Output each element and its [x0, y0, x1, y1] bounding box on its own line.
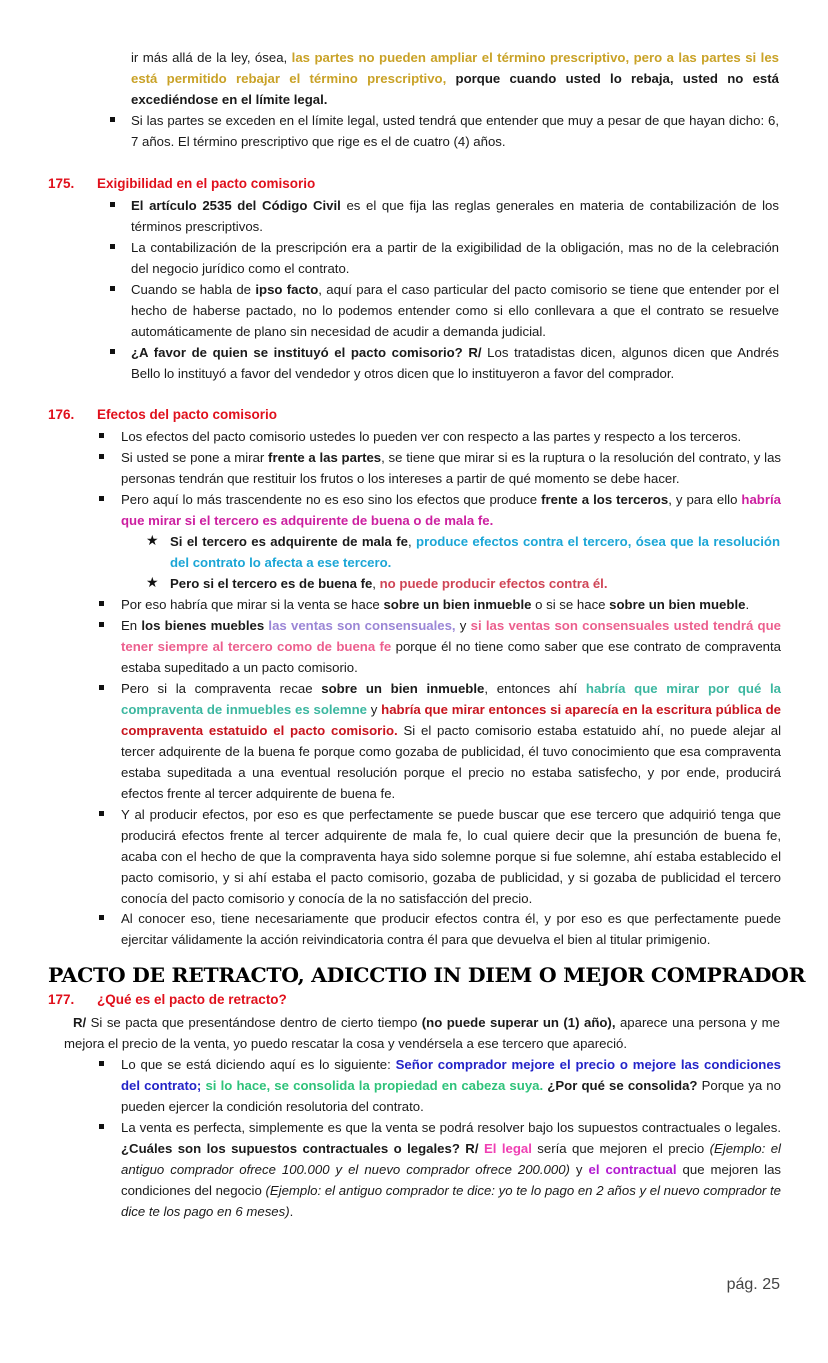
bullet-icon	[99, 1061, 104, 1066]
bullet-icon	[99, 915, 104, 920]
section-number: 177.	[48, 992, 75, 1007]
bullet-icon	[110, 286, 115, 291]
text: Pero si la compraventa recae	[121, 681, 322, 696]
text: Porque ya no pueden ejercer la condición resolutoria del contrato.	[121, 1078, 781, 1114]
highlight-blue: Señor comprador mejore el precio o mejore las condiciones del contrato;	[121, 1057, 781, 1093]
list-item	[121, 1117, 781, 1222]
list-item	[121, 1054, 781, 1117]
text: Pero aquí lo más trascendente no es eso sino los efectos que produce	[121, 492, 542, 507]
text: Si se pacta que presentándose dentro de cierto tiempo	[86, 1015, 422, 1030]
sub-list-item	[170, 573, 780, 594]
text: , aquí para el caso particular del pacto comisorio se tiene que entender por el hecho de haberse pactado, no lo podemos entender como si ello conllevara a que el contrato se resuelve automáticamente de plano sin necesidad de acudir a demanda judicial.	[131, 282, 780, 339]
list-item: La contabilización de la prescripción era a partir de la exigibilidad de la obligación, mas no de la celebración del negocio jurídico como el contrato.	[131, 240, 779, 276]
text: que mejoren las condiciones del negocio	[121, 1162, 781, 1198]
bold-text: frente a las partes	[268, 450, 382, 465]
text: sería que mejoren el precio	[531, 1141, 710, 1156]
bullet-icon	[110, 244, 115, 249]
highlight-red: habría que mirar entonces si aparecía en la escritura pública de compraventa estatuido el pacto comisorio.	[121, 702, 781, 738]
bold-text: porque cuando usted lo rebaja, usted no está excediéndose en el límite legal.	[131, 71, 779, 107]
italic-example: (Ejemplo: el antiguo comprador ofrece 100.000 y el nuevo comprador ofrece 200.000)	[121, 1141, 781, 1177]
bullet-icon	[110, 202, 115, 207]
text: , se tiene que mirar si es la ruptura o la resolución del contrato, y las personas tendrán que restituir los frutos o los intereses a partir de qué momento se debe hacer.	[121, 450, 781, 486]
bold-text: ¿Cuáles son los supuestos contractuales o legales? R/	[121, 1141, 479, 1156]
list-item	[121, 615, 781, 678]
bold-text: (no puede superar un (1) año),	[421, 1015, 616, 1030]
list-item	[121, 594, 781, 615]
bold-text: sobre un bien inmueble	[321, 681, 485, 696]
text: Los tratadistas dicen, algunos dicen que Andrés Bello lo instituyó a favor del vendedor y otros dicen que lo instituyeron a favor del comprador.	[131, 345, 779, 381]
text: En	[121, 618, 142, 633]
text: y	[569, 1162, 589, 1177]
text: ,	[372, 576, 380, 591]
bullet-icon	[99, 454, 104, 459]
list-item	[121, 678, 781, 804]
highlight-gold: las partes no pueden ampliar el término prescriptivo, pero a las partes si les está permitido rebajar el término prescriptivo,	[131, 50, 779, 86]
star-bullet-icon: ★	[146, 574, 159, 590]
text: porque él no tiene como saber que ese contrato de compraventa estaba supeditado a un pacto comisorio.	[121, 639, 781, 675]
bullet-icon	[99, 622, 104, 627]
section-number: 176.	[48, 407, 75, 422]
star-bullet-icon: ★	[146, 532, 159, 548]
bullet-icon	[99, 496, 104, 501]
text: es el que fija las reglas generales en materia de contabilización de los términos prescriptivos.	[131, 198, 779, 234]
text: y	[366, 702, 382, 717]
text: .	[745, 597, 750, 612]
text: , y para ello	[668, 492, 742, 507]
text: ir más allá de la ley, ósea,	[131, 50, 292, 65]
highlight-cyan: produce efectos contra el tercero, ósea que la resolución del contrato lo afecta a ese tercero.	[170, 534, 780, 570]
highlight-pink: si las ventas son consensuales usted tendrá que tener siempre al tercero como de buena fe	[121, 618, 781, 654]
highlight-teal: habría que mirar por qué la compraventa de inmuebles es solemne	[121, 681, 782, 717]
list-item	[131, 279, 779, 342]
list-item	[121, 489, 781, 531]
bullet-icon	[99, 685, 104, 690]
bold-text: Pero si el tercero es de buena fe	[170, 576, 373, 591]
list-item	[131, 195, 779, 237]
italic-example: (Ejemplo: el antiguo comprador te dice: yo te lo pago en 2 años y el nuevo comprador te dice te los pago en 6 meses)	[121, 1183, 781, 1219]
section-title: ¿Qué es el pacto de retracto?	[97, 992, 287, 1007]
bullet-icon	[110, 117, 115, 122]
text: Por eso habría que mirar si la venta se hace	[121, 597, 384, 612]
bold-text: ipso facto	[255, 282, 319, 297]
highlight-lavender: las ventas son consensuales,	[268, 618, 456, 633]
text: Si usted se pone a mirar	[121, 450, 269, 465]
text: , entonces ahí	[484, 681, 586, 696]
bold-text: R/	[73, 1015, 87, 1030]
bullet-icon	[110, 349, 115, 354]
bold-text: frente a los terceros	[541, 492, 669, 507]
bold-text: ¿Por qué se consolida?	[547, 1078, 698, 1093]
highlight-rose: no puede producir efectos contra él.	[379, 576, 608, 591]
list-item	[121, 447, 781, 489]
section-number: 175.	[48, 176, 75, 191]
intro-bullet: Si las partes se exceden en el límite legal, usted tendrá que entender que muy a pesar de que hayan dicho: 6, 7 años. El término prescriptivo que rige es el de cuatro (4) años.	[131, 113, 779, 149]
chapter-title: PACTO DE RETRACTO, ADICCTIO IN DIEM O MEJOR COMPRADOR	[48, 963, 806, 987]
sub-list-item	[170, 531, 780, 573]
intro-continuation	[131, 47, 779, 110]
text: .	[289, 1204, 294, 1219]
text: Cuando se habla de	[131, 282, 256, 297]
answer-paragraph	[64, 1012, 780, 1054]
bold-text: sobre un bien inmueble	[383, 597, 532, 612]
text: Si el pacto comisorio estaba estatuido ahí, no puede alejar al tercer adquirente de la buena fe porque como gozaba de publicidad, él tuvo conocimiento que esa compraventa estaba supeditada a una eventual resolución porque el precio no estaba satisfecho, y por ende, producirá efectos frente al tercer adquirente de buena fe.	[121, 723, 781, 801]
bold-text: Si el tercero es adquirente de mala fe	[170, 534, 408, 549]
text: y	[455, 618, 471, 633]
list-item: Y al producir efectos, por eso es que perfectamente se puede buscar que ese tercero que adquirió tenga que producirá efectos frente al tercer adquirente de mala fe, lo cual quiere decir que la presunción de buena fe, acaba con el hecho de que la compraventa haya sido solemne porque si fue solemne, ahí estaba establecido el pacto comisorio, y si ahí estaba el pacto comisorio, gozaba de publicidad, y si gozaba de publicidad el tercero conocía del pacto comisorio y conocía de la no satisfacción del precio.	[121, 807, 781, 906]
highlight-pink: El legal	[483, 1141, 532, 1156]
highlight-purple: el contractual	[588, 1162, 677, 1177]
highlight-green: si lo hace, se consolida la propiedad en cabeza suya.	[205, 1078, 544, 1093]
bold-text: ¿A favor de quien se instituyó el pacto comisorio? R/	[131, 345, 482, 360]
section-title: Exigibilidad en el pacto comisorio	[97, 176, 316, 191]
text: aparece una persona y me mejora el precio de la venta, yo puedo rescatar la cosa y vendérsela a ese tercero que apareció.	[64, 1015, 780, 1051]
page-number: pág. 25	[726, 1276, 780, 1293]
list-item: Los efectos del pacto comisorio ustedes lo pueden ver con respecto a las partes y respecto a los terceros.	[121, 429, 742, 444]
section-title: Efectos del pacto comisorio	[97, 407, 278, 422]
list-item	[131, 342, 779, 384]
bullet-icon	[99, 433, 104, 438]
text: Lo que se está diciendo aquí es lo siguiente:	[121, 1057, 396, 1072]
bold-text: El artículo 2535 del Código Civil	[131, 198, 341, 213]
bullet-icon	[99, 601, 104, 606]
text: o si se hace	[531, 597, 610, 612]
bold-text: sobre un bien mueble	[609, 597, 746, 612]
text: La venta es perfecta, simplemente es que la venta se podrá resolver bajo los supuestos contractuales o legales.	[121, 1120, 781, 1135]
bold-text: los bienes muebles	[141, 618, 265, 633]
text: ,	[407, 534, 417, 549]
bullet-icon	[99, 1124, 104, 1129]
list-item: Al conocer eso, tiene necesariamente que producir efectos contra él, y por eso es que perfectamente puede ejercitar válidamente la acción reivindicatoria contra él para que devuelva el bien al titular primigenio.	[121, 911, 781, 947]
bullet-icon	[99, 811, 104, 816]
highlight-magenta: habría que mirar si el tercero es adquirente de buena o de mala fe.	[121, 492, 781, 528]
